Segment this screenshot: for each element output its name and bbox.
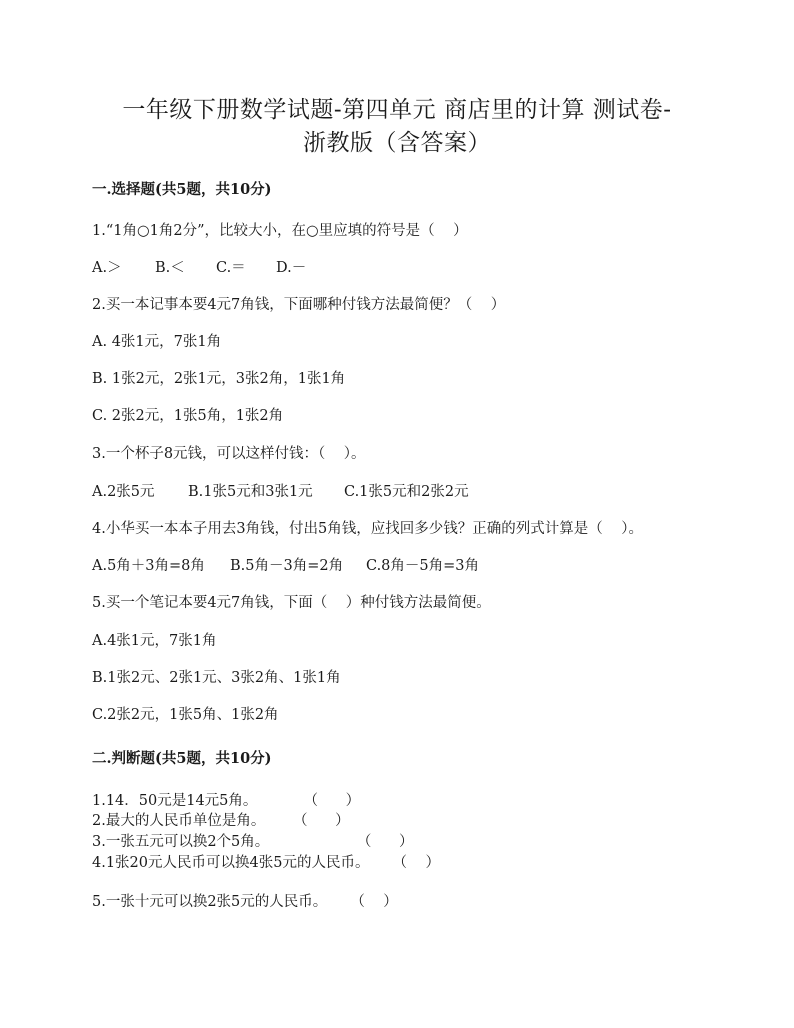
question-4-stem: 4.小华买一本本子用去3角钱，付出5角钱，应找回多少钱？正确的列式计算是（ ）。 (92, 521, 643, 537)
question-1-option-a: A.＞ (92, 260, 122, 276)
question-3-option-a: A.2张5元 (92, 484, 155, 500)
question-3-option-c: C.1张5元和2张2元 (344, 484, 469, 500)
question-5-option-c: C.2张2元，1张5角、1张2角 (92, 707, 279, 723)
section1-heading: 一.选择题(共5题，共10分) (92, 181, 272, 198)
judge-item-4: 4.1张20元人民币可以换4张5元的人民币。 （ ） (92, 855, 440, 871)
question-1-option-d: D.－ (276, 260, 307, 276)
section2-heading: 二.判断题(共5题，共10分) (92, 750, 272, 767)
judge-item-2: 2.最大的人民币单位是角。 （ ） (92, 813, 350, 829)
document-title-line1: 一年级下册数学试题-第四单元 商店里的计算 测试卷- (122, 97, 672, 123)
question-4-option-c: C.8角－5角=3角 (366, 558, 480, 574)
question-2-option-b: B. 1张2元，2张1元，3张2角，1张1角 (92, 371, 346, 387)
question-2-option-c: C. 2张2元，1张5角，1张2角 (92, 408, 284, 424)
question-5-stem: 5.买一个笔记本要4元7角钱，下面（ ）种付钱方法最简便。 (92, 595, 491, 611)
question-5-option-b: B.1张2元、2张1元、3张2角、1张1角 (92, 670, 341, 686)
question-5-option-a: A.4张1元，7张1角 (92, 633, 217, 649)
question-3-option-b: B.1张5元和3张1元 (188, 484, 313, 500)
question-1-stem: 1.“1角○1角2分”，比较大小，在○里应填的符号是（ ） (92, 223, 468, 239)
question-1-option-c: C.＝ (216, 260, 246, 276)
question-2-stem: 2.买一本记事本要4元7角钱，下面哪种付钱方法最简便？（ ） (92, 297, 506, 313)
document-title-line2: 浙教版（含答案） (303, 130, 491, 156)
question-2-option-a: A. 4张1元，7张1角 (92, 334, 222, 350)
question-3-stem: 3.一个杯子8元钱，可以这样付钱：（ ）。 (92, 446, 366, 462)
question-1-option-b: B.＜ (155, 260, 185, 276)
judge-item-1: 1.14．50元是14元5角。 （ ） (92, 793, 361, 809)
question-4-option-b: B.5角－3角=2角 (230, 558, 344, 574)
question-4-option-a: A.5角＋3角=8角 (92, 558, 205, 574)
judge-item-3: 3.一张五元可以换2个5角。 （ ） (92, 834, 414, 850)
judge-item-5: 5.一张十元可以换2张5元的人民币。 （ ） (92, 894, 398, 910)
